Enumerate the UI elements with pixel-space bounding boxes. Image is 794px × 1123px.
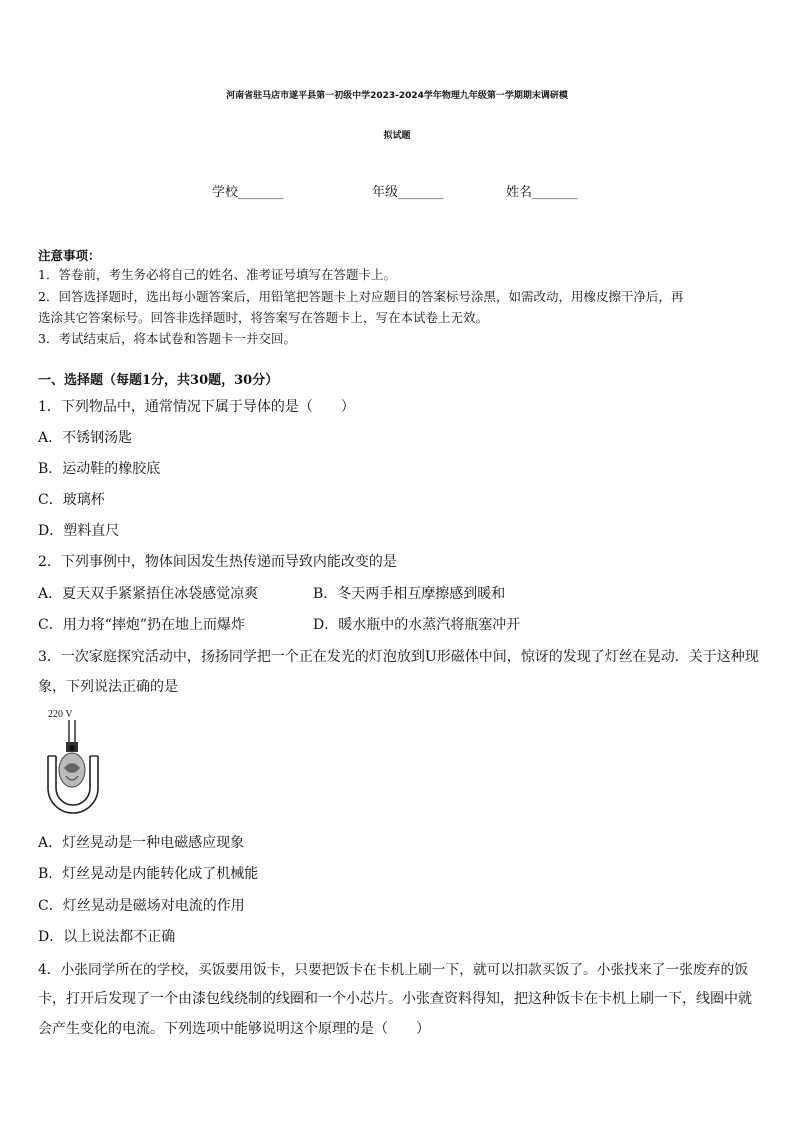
figure-voltage-label: 220 V: [48, 709, 73, 720]
question-2-option-d: D．暖水瓶中的水蒸汽将瓶塞冲开: [313, 617, 521, 633]
question-1-stem: 1．下列物品中，通常情况下属于导体的是（ ）: [38, 399, 355, 415]
question-3-stem-line1: 3．一次家庭探究活动中，扬扬同学把一个正在发光的灯泡放到U形磁体中间，惊讶的发现了灯丝在晃动．关于这种现: [38, 649, 759, 665]
question-3-option-b: B．灯丝晃动是内能转化成了机械能: [38, 866, 259, 882]
question-1-option-d: D．塑料直尺: [38, 523, 120, 539]
question-1-option-a: A．不锈钢汤匙: [38, 430, 133, 446]
question-2-option-a: A．夏天双手紧紧捂住冰袋感觉凉爽: [38, 586, 259, 602]
question-2-stem: 2．下列事例中，物体间因发生热传递而导致内能改变的是: [38, 554, 397, 570]
notice-item-1: 1．答卷前，考生务必将自己的姓名、准考证号填写在答题卡上。: [38, 267, 396, 282]
question-4-stem-line3: 会产生变化的电流。下列选项中能够说明这个原理的是（ ）: [38, 1021, 430, 1037]
notice-heading: 注意事项：: [38, 248, 101, 263]
section-heading: 一、选择题（每题1分，共30题，30分）: [38, 373, 279, 388]
notice-item-2: 2．回答选择题时，选出每小题答案后，用铅笔把答题卡上对应题目的答案标号涂黑，如需改动，用橡皮擦干净后，再: [38, 289, 684, 304]
question-2-option-c: C．用力将“摔炮”扔在地上而爆炸: [38, 617, 246, 633]
question-3-option-a: A．灯丝晃动是一种电磁感应现象: [38, 835, 245, 851]
question-4-stem-line2: 卡，打开后发现了一个由漆包线绕制的线圈和一个小芯片。小张查资料得知，把这种饭卡在卡机上刷一下，线圈中就: [38, 991, 752, 1007]
grade-field: 年级_______: [372, 185, 444, 200]
question-2-option-b: B．冬天两手相互摩擦感到暖和: [313, 586, 506, 602]
question-3-option-c: C．灯丝晃动是磁场对电流的作用: [38, 898, 245, 914]
page-title-line2: 拟试题: [383, 131, 411, 141]
question-3-option-d: D．以上说法都不正确: [38, 929, 176, 945]
question-4-stem-line1: 4．小张同学所在的学校，买饭要用饭卡，只要把饭卡在卡机上刷一下，就可以扣款买饭了。小张找来了一张废弃的饭: [38, 962, 749, 978]
school-field: 学校_______: [212, 185, 284, 200]
u-magnet-bulb-figure: [42, 718, 104, 814]
question-1-option-b: B．运动鞋的橡胶底: [38, 461, 161, 477]
notice-item-2-cont: 选涂其它答案标号。回答非选择题时，将答案写在答题卡上，写在本试卷上无效。: [38, 310, 489, 325]
page-title-line1: 河南省驻马店市遂平县第一初级中学2023-2024学年物理九年级第一学期期末调研模: [226, 91, 568, 101]
name-field: 姓名_______: [506, 185, 578, 200]
question-3-stem-line2: 象，下列说法正确的是: [38, 679, 178, 695]
notice-item-3: 3．考试结束后，将本试卷和答题卡一并交回。: [38, 331, 296, 346]
question-1-option-c: C．玻璃杯: [38, 492, 105, 508]
